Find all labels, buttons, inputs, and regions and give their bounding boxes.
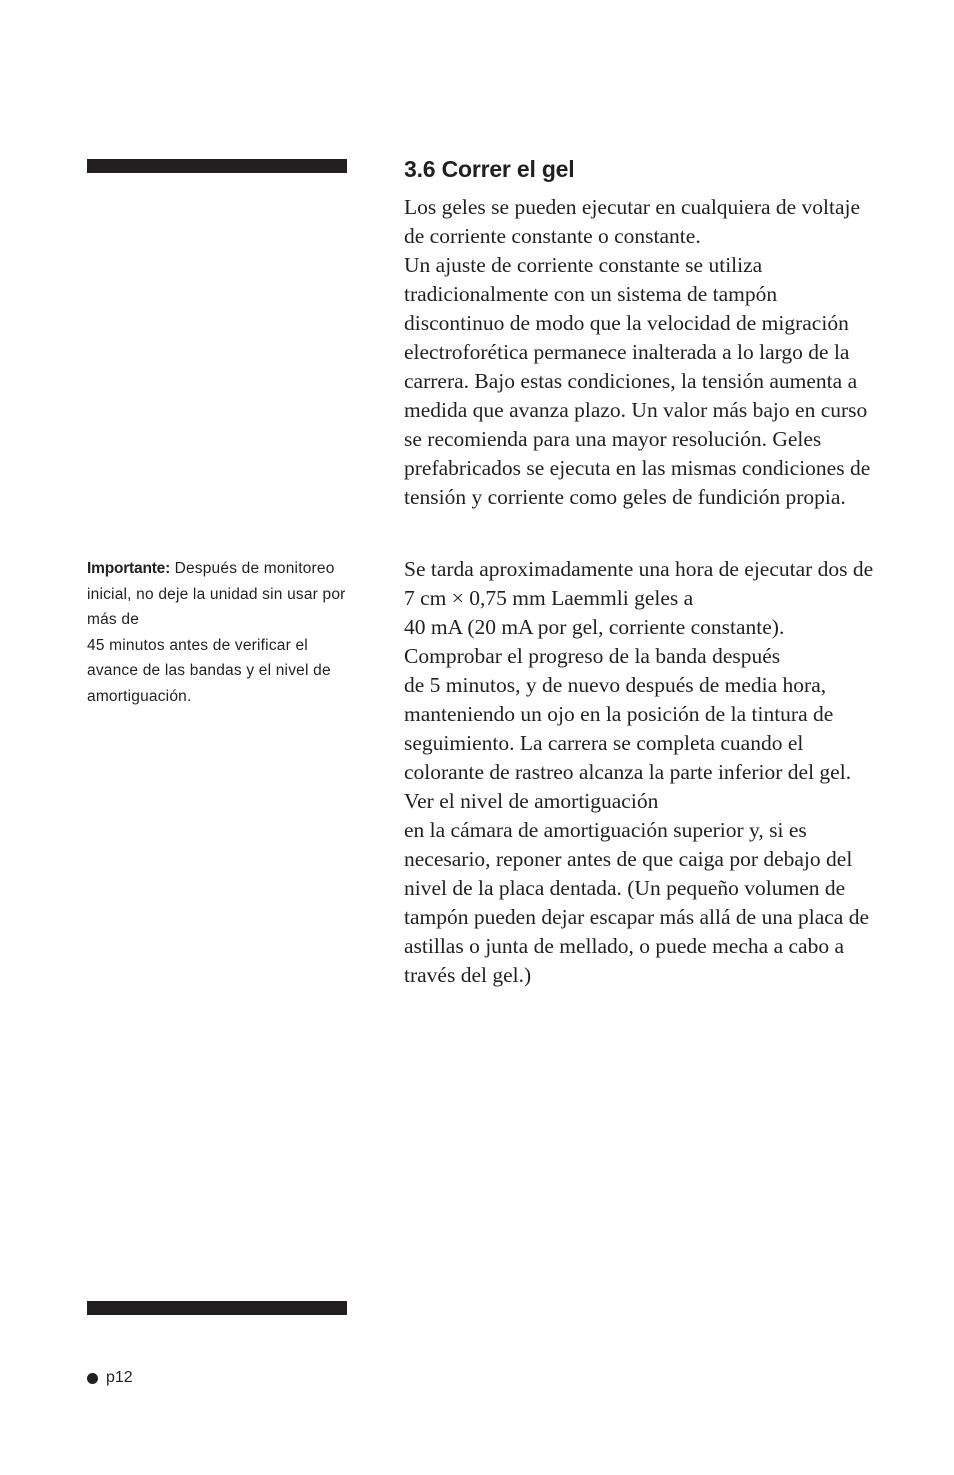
- sidebar-note: [87, 556, 352, 710]
- body-paragraph-1: Los geles se pueden ejecutar en cualquiera de voltaje de corriente constante o constante. Un ajuste de corriente constante se utiliza tradicionalmente con un sistema de tampón discontinuo de modo que la velocidad de migración electroforética permanece inalterada a lo largo de la carrera. Bajo estas condiciones, la tensión aumenta a medida que avanza plazo. Un valor más bajo en curso se recomienda para una mayor resolución. Geles prefabricados se ejecuta en las mismas condiciones de tensión y corriente como geles de fundición propia.: [404, 195, 871, 509]
- body-paragraph-2: Se tarda aproximadamente una hora de ejecutar dos de 7 cm × 0,75 mm Laemmli geles a 40 mA (20 mA por gel, corriente constante). Comprobar el progreso de la banda después de 5 minutos, y de nuevo después de media hora, manteniendo un ojo en la posición de la tintura de seguimiento. La carrera se completa cuando el colorante de rastreo alcanza la parte inferior del gel. Ver el nivel de amortiguación en la cámara de amortiguación superior y, si es necesario, reponer antes de que caiga por debajo del nivel de la placa dentada. (Un pequeño volumen de tampón pueden dejar escapar más allá de una placa de astillas o junta de mellado, o puede mecha a cabo a través del gel.): [404, 557, 874, 987]
- page-footer: [87, 1367, 133, 1389]
- bullet-icon: [87, 1373, 98, 1384]
- section-heading: 3.6 Correr el gel: [404, 156, 575, 182]
- bottom-divider-bar: [87, 1301, 347, 1315]
- page-number: p12: [106, 1369, 133, 1386]
- note-text: Después de monitoreo inicial, no deje la unidad sin usar por más de 45 minutos antes de verificar el avance de las bandas y el nivel de amortiguación.: [87, 560, 346, 705]
- top-divider-bar: [87, 159, 347, 173]
- note-label: Importante:: [87, 560, 171, 577]
